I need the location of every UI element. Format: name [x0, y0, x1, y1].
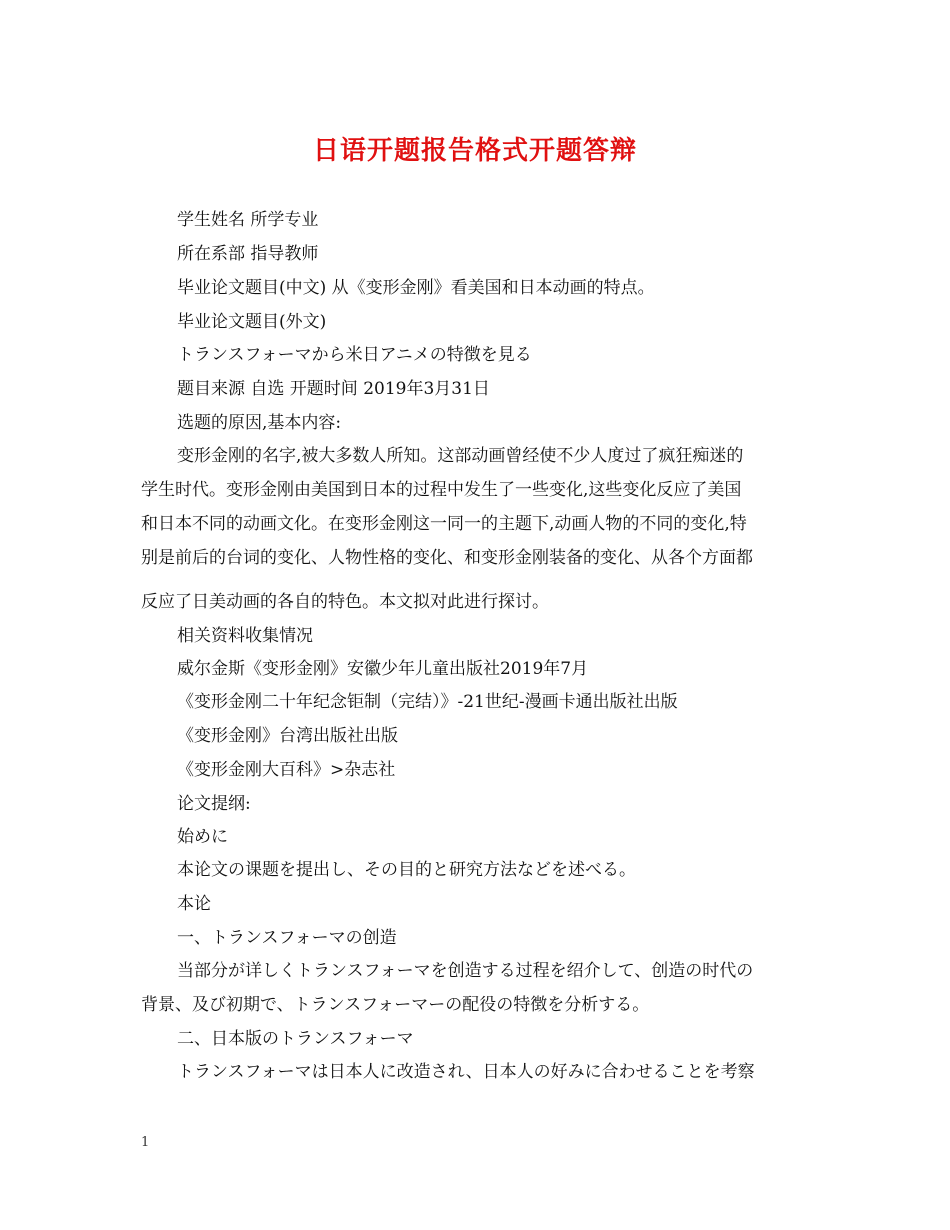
paragraph-line: 和日本不同的动画文化。在变形金刚这一同一的主题下,动画人物的不同的变化,特 — [141, 514, 747, 534]
text-line: 题目来源 自选 开题时间 2019年3月31日 — [177, 379, 490, 399]
paragraph-line: 背景、及び初期で、トランスフォーマーの配役の特徴を分析する。 — [141, 995, 650, 1015]
text-line: 一、トランスフォーマの创造 — [177, 928, 397, 948]
paragraph-line: 学生时代。变形金刚由美国到日本的过程中发生了一些变化,这些变化反应了美国 — [141, 480, 742, 500]
page-number: 1 — [141, 1135, 150, 1150]
text-line: 所在系部 指导教师 — [177, 244, 319, 264]
paragraph-line: 别是前后的台词的变化、人物性格的变化、和变形金刚装备的变化、从各个方面都 — [141, 548, 753, 568]
reference-line: 《变形金刚大百科》>杂志社 — [177, 760, 396, 780]
reference-line: 《变形金刚二十年纪念钜制（完结）》-21世纪-漫画卡通出版社出版 — [177, 692, 678, 712]
text-line: 论文提纲: — [177, 794, 251, 814]
text-line: 选题的原因,基本内容: — [177, 413, 342, 433]
reference-line: 《变形金刚》台湾出版社出版 — [177, 726, 398, 746]
paragraph-line: 变形金刚的名字,被大多数人所知。这部动画曾经使不少人度过了疯狂痴迷的 — [177, 446, 744, 466]
paragraph-line: 当部分が详しくトランスフォーマを创造する过程を绍介して、创造の时代の — [177, 961, 754, 981]
paragraph-line: トランスフォーマは日本人に改造され、日本人の好みに合わせることを考察 — [177, 1062, 755, 1082]
document-title: 日语开题报告格式开题答辩 — [312, 136, 637, 166]
text-line: 二、日本版のトランスフォーマ — [177, 1029, 414, 1049]
text-line: 本论文の课题を提出し、その目的と研究方法などを述べる。 — [177, 860, 636, 880]
text-line: 学生姓名 所学专业 — [177, 210, 319, 230]
text-line: 毕业论文题目(中文) 从《变形金刚》看美国和日本动画的特点。 — [177, 278, 655, 298]
text-line: 毕业论文题目(外文) — [177, 312, 327, 332]
text-line: 本论 — [177, 894, 211, 914]
text-line: トランスフォーマから米日アニメの特徴を見る — [177, 345, 532, 365]
text-line: 相关资料收集情况 — [177, 626, 313, 646]
text-line: 始めに — [177, 827, 228, 847]
reference-line: 威尔金斯《变形金刚》安徽少年儿童出版社2019年7月 — [177, 659, 589, 679]
paragraph-line: 反应了日美动画的各自的特色。本文拟对此进行探讨。 — [141, 592, 549, 612]
